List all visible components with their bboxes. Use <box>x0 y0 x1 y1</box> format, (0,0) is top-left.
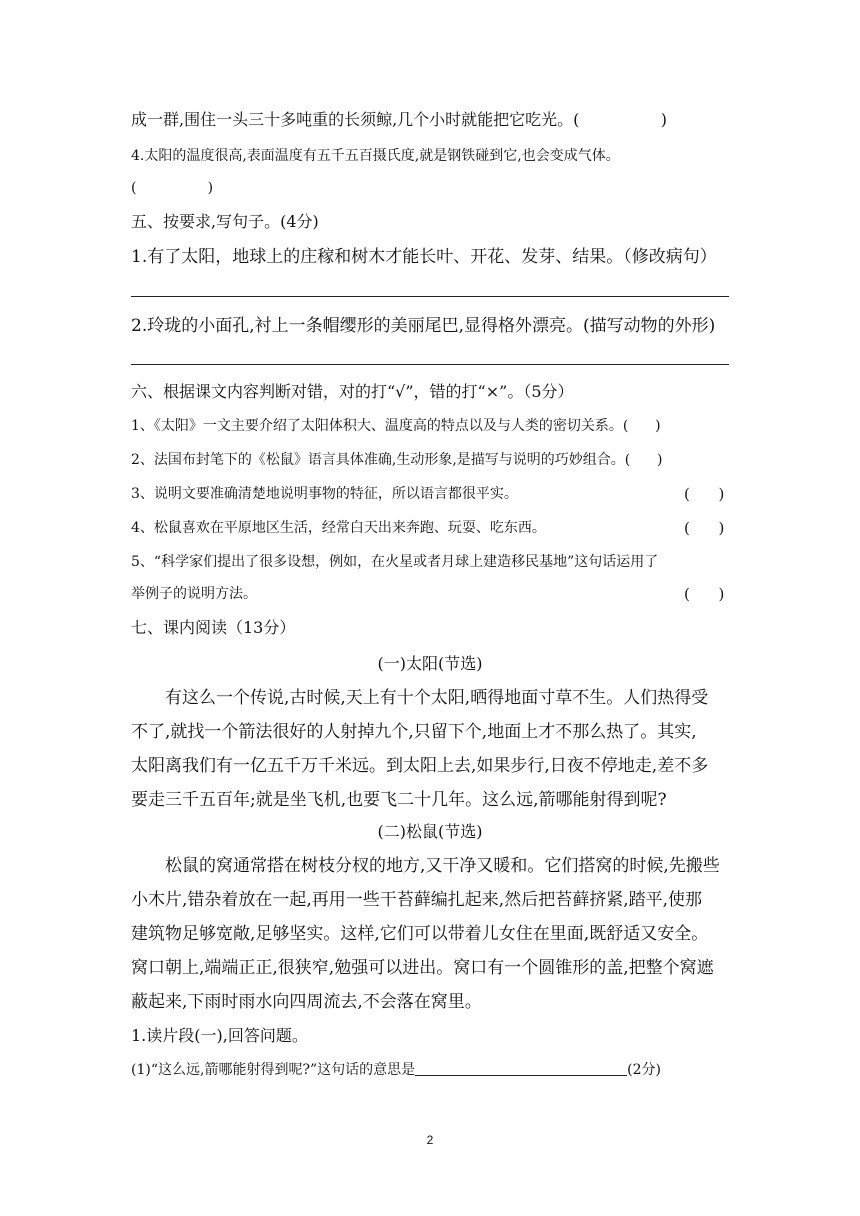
judge-item: 4、松鼠喜欢在平原地区生活，经常白天出来奔跑、玩耍、吃东西。 <box>131 520 546 536</box>
question-text: 2.玲珑的小面孔,衬上一条帽缨形的美丽尾巴,显得格外漂亮。(描写动物的外形) <box>131 316 716 336</box>
answer-parens: ( ) <box>684 585 725 603</box>
page-number: 2 <box>426 1133 434 1147</box>
passage-line: 太阳离我们有一亿五千万千米远。到太阳上去,如果步行,日夜不停地走,差不多 <box>131 756 709 776</box>
passage-line: 建筑物足够宽敞,足够坚实。这样,它们可以带着儿女住在里面,既舒适又安全。 <box>131 924 709 944</box>
answer-line <box>131 364 729 365</box>
passage-line: 窝口朝上,端端正正,很狭窄,勉强可以进出。窝口有一个圆锥形的盖,把整个窝遮 <box>131 958 714 978</box>
passage-line: 蔽起来,下雨时雨水向四周流去,不会落在窝里。 <box>131 992 482 1012</box>
judge-item: 2、法国布封笔下的《松鼠》语言具体准确,生动形象,是描写与说明的巧妙组合。( ) <box>131 452 663 468</box>
judge-item: 举例子的说明方法。 <box>131 586 257 602</box>
answer-blank[interactable] <box>415 1059 627 1076</box>
question-prompt: (1)“这么远,箭哪能射得到呢?”这句话的意思是 <box>131 1062 416 1078</box>
passage-line: 不了,就找一个箭法很好的人射掉九个,只留下个,地面上才不那么热了。其实, <box>131 722 697 742</box>
judge-item: 1、《太阳》一文主要介绍了太阳体积大、温度高的特点以及与人类的密切关系。( ) <box>131 418 661 434</box>
score-label: (2分) <box>627 1062 661 1078</box>
passage-line: 松鼠的窝通常搭在树枝分杈的地方,又干净又暖和。它们搭窝的时候,先搬些 <box>165 856 720 876</box>
answer-parens: ( ) <box>131 180 214 196</box>
text-line: 4.太阳的温度很高,表面温度有五千五百摄氏度,就是钢铁碰到它,也会变成气体。 <box>131 148 620 164</box>
answer-parens: ( ) <box>684 485 725 503</box>
passage-title: (二)松鼠(节选) <box>377 822 483 841</box>
passage-title: (一)太阳(节选) <box>377 654 483 673</box>
judge-item: 5、“科学家们提出了很多设想，例如，在火星或者月球上建造移民基地”这句话运用了 <box>131 554 659 570</box>
judge-item: 3、说明文要准确清楚地说明事物的特征，所以语言都很平实。 <box>131 486 518 502</box>
answer-parens: ( ) <box>684 519 725 537</box>
question-text: 1.读片段(一),回答问题。 <box>131 1026 308 1045</box>
section-heading: 七、课内阅读（13分） <box>131 618 296 637</box>
question-text: 1.有了太阳，地球上的庄稼和树木才能长叶、开花、发芽、结果。（修改病句） <box>131 247 717 267</box>
question-text <box>131 1059 661 1080</box>
passage-line: 要走三千五百年;就是坐飞机,也要飞二十几年。这么远,箭哪能射得到呢? <box>131 790 667 810</box>
answer-line <box>131 296 729 297</box>
text-line: 成一群,围住一头三十多吨重的长须鲸,几个小时就能把它吃光。( ) <box>131 110 668 129</box>
passage-line: 小木片,错杂着放在一起,再用一些干苔藓编扎起来,然后把苔藓挤紧,踏平,使那 <box>131 890 703 910</box>
section-heading: 五、按要求,写句子。(4分) <box>131 212 319 231</box>
passage-line: 有这么一个传说,古时候,天上有十个太阳,晒得地面寸草不生。人们热得受 <box>165 688 709 708</box>
section-heading: 六、根据课文内容判断对错，对的打“√”，错的打“×”。（5分） <box>131 382 574 401</box>
